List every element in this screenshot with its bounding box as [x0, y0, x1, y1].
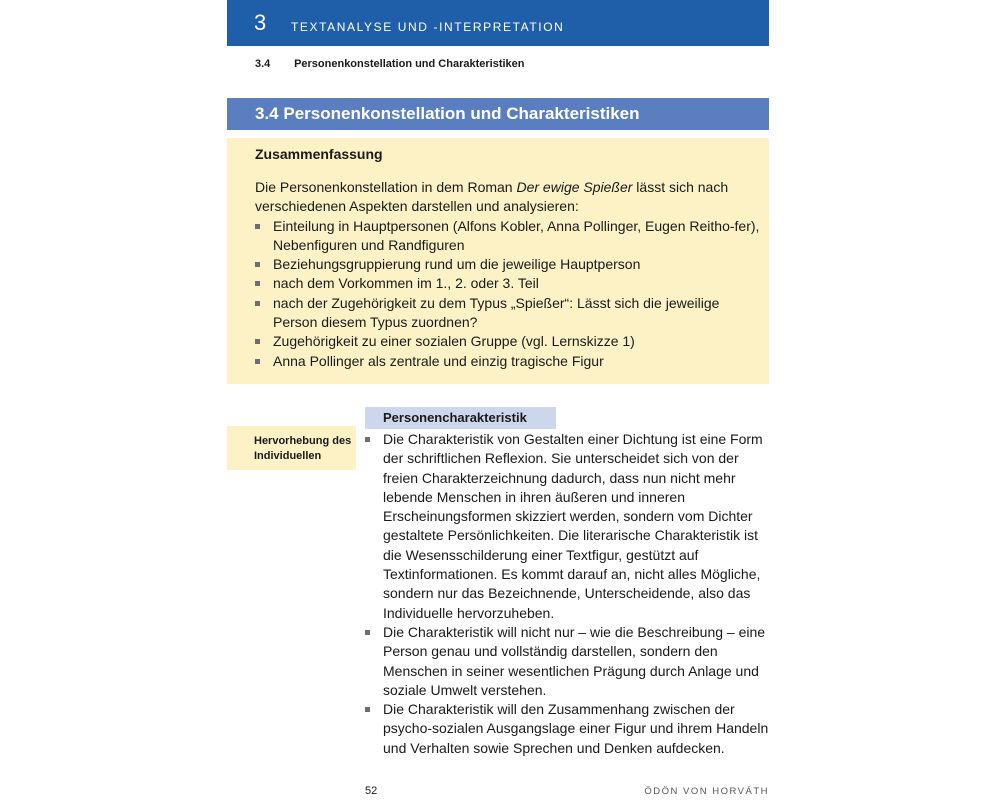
- list-item: Die Charakteristik will nicht nur – wie die Beschreibung – eine Person genau und vollständig darstellen, sondern den Menschen in seiner wesentlichen Prägung durch Anlage und soziale Umwelt verstehen.: [365, 623, 775, 700]
- summary-text: [255, 178, 765, 371]
- running-head: [255, 58, 525, 70]
- list-item: Zugehörigkeit zu einer sozialen Gruppe (vgl. Lernskizze 1): [255, 332, 765, 351]
- margin-note-text: Hervorhebung des Individuellen: [254, 435, 352, 462]
- list-item: Die Charakteristik will den Zusammenhang zwischen der psycho-sozialen Ausgangslage einer Figur und ihrem Handeln und Verhalten sowie Sprechen und Denken aufdecken.: [365, 700, 775, 758]
- section-title-bar: [227, 98, 769, 130]
- summary-list: [255, 217, 765, 371]
- list-item: nach dem Vorkommen im 1., 2. oder 3. Teil: [255, 274, 765, 293]
- list-item: Einteilung in Hauptpersonen (Alfons Kobler, Anna Pollinger, Eugen Reitho-fer), Nebenfiguren und Randfiguren: [255, 217, 765, 256]
- list-item: Anna Pollinger als zentrale und einzig tragische Figur: [255, 352, 765, 371]
- body-text: [365, 430, 775, 758]
- summary-box: [227, 138, 769, 384]
- page-number: 52: [365, 785, 378, 797]
- body-list: [365, 430, 775, 758]
- list-item: Beziehungsgruppierung rund um die jeweilige Hauptperson: [255, 255, 765, 274]
- subsection-heading: [365, 407, 556, 429]
- chapter-number: 3: [254, 10, 267, 35]
- summary-intro: Die Personenkonstellation in dem Roman Der ewige Spießer lässt sich nach verschiedenen Aspekten darstellen und analysieren:: [255, 179, 729, 215]
- list-item: nach der Zugehörigkeit zu dem Typus „Spießer“: Lässt sich die jeweilige Person diesem Typus zuordnen?: [255, 294, 765, 333]
- summary-heading: Zusammenfassung: [255, 146, 383, 162]
- margin-note: [227, 426, 356, 470]
- running-head-title: Personenkonstellation und Charakteristiken: [294, 58, 525, 70]
- chapter-title: TEXTANALYSE UND -INTERPRETATION: [291, 20, 565, 34]
- list-item: Die Charakteristik von Gestalten einer Dichtung ist eine Form der schriftlichen Reflexion. Sie unterscheidet sich von der freien Charakterzeichnung dadurch, dass nun nicht mehr lebende Menschen in ihren äußeren und inneren Erscheinungsformen skizziert werden, sondern vom Dichter gestaltete Persönlichkeiten. Die literarische Charakteristik ist die Wesensschilderung einer Textfigur, gestützt auf Textinformationen. Es kommt darauf an, nicht alles Mögliche, sondern nur das Bezeichnende, Unterscheidende, also das Individuelle hervorzuheben.: [365, 430, 775, 623]
- footer-author: ÖDÖN VON HORVÁTH: [644, 786, 769, 797]
- subsection-title: Personencharakteristik: [383, 410, 527, 425]
- section-title: 3.4 Personenkonstellation und Charakteristiken: [255, 104, 640, 123]
- running-head-number: 3.4: [255, 58, 271, 70]
- novel-title: Der ewige Spießer: [516, 179, 633, 195]
- chapter-header-bar: [227, 0, 769, 46]
